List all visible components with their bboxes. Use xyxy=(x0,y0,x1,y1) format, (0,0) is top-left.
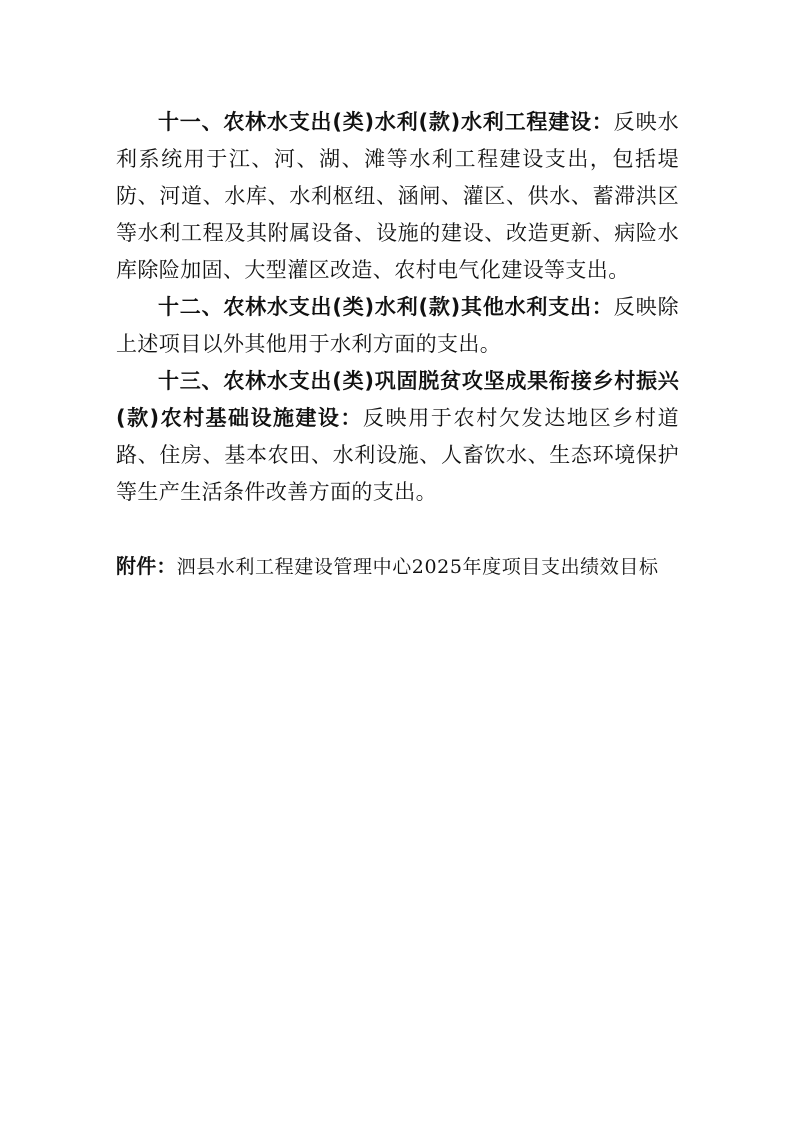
attachment-line xyxy=(116,551,679,582)
paragraph-body: 反映用于农村欠发达地区乡村道路、住房、基本农田、水利设施、人畜饮水、生态环境保护等生产生活条件改善方面的支出。 xyxy=(116,406,679,504)
paragraph-heading: 十一、农林水支出(类)水利(款)水利工程建设： xyxy=(158,110,614,134)
paragraph-item-13 xyxy=(116,363,679,511)
paragraph-heading: 十三、农林水支出(类)巩固脱贫攻坚成果衔接乡村振兴(款)农村基础设施建设： xyxy=(116,369,679,430)
paragraph-heading: 十二、农林水支出(类)水利(款)其他水利支出： xyxy=(158,295,614,319)
paragraph-body: 反映除上述项目以外其他用于水利方面的支出。 xyxy=(116,295,679,356)
document-page xyxy=(116,104,679,601)
attachment-text: 泗县水利工程建设管理中心2025年度项目支出绩效目标 xyxy=(176,556,659,578)
paragraph-item-11 xyxy=(116,104,679,289)
attachment-label: 附件： xyxy=(116,554,177,578)
paragraph-item-12 xyxy=(116,289,679,363)
paragraph-body: 反映水利系统用于江、河、湖、滩等水利工程建设支出，包括堤防、河道、水库、水利枢纽、涵闸、灌区、供水、蓄滞洪区等水利工程及其附属设备、设施的建设、改造更新、病险水库除险加固、大型灌区改造、农村电气化建设等支出。 xyxy=(116,110,679,282)
